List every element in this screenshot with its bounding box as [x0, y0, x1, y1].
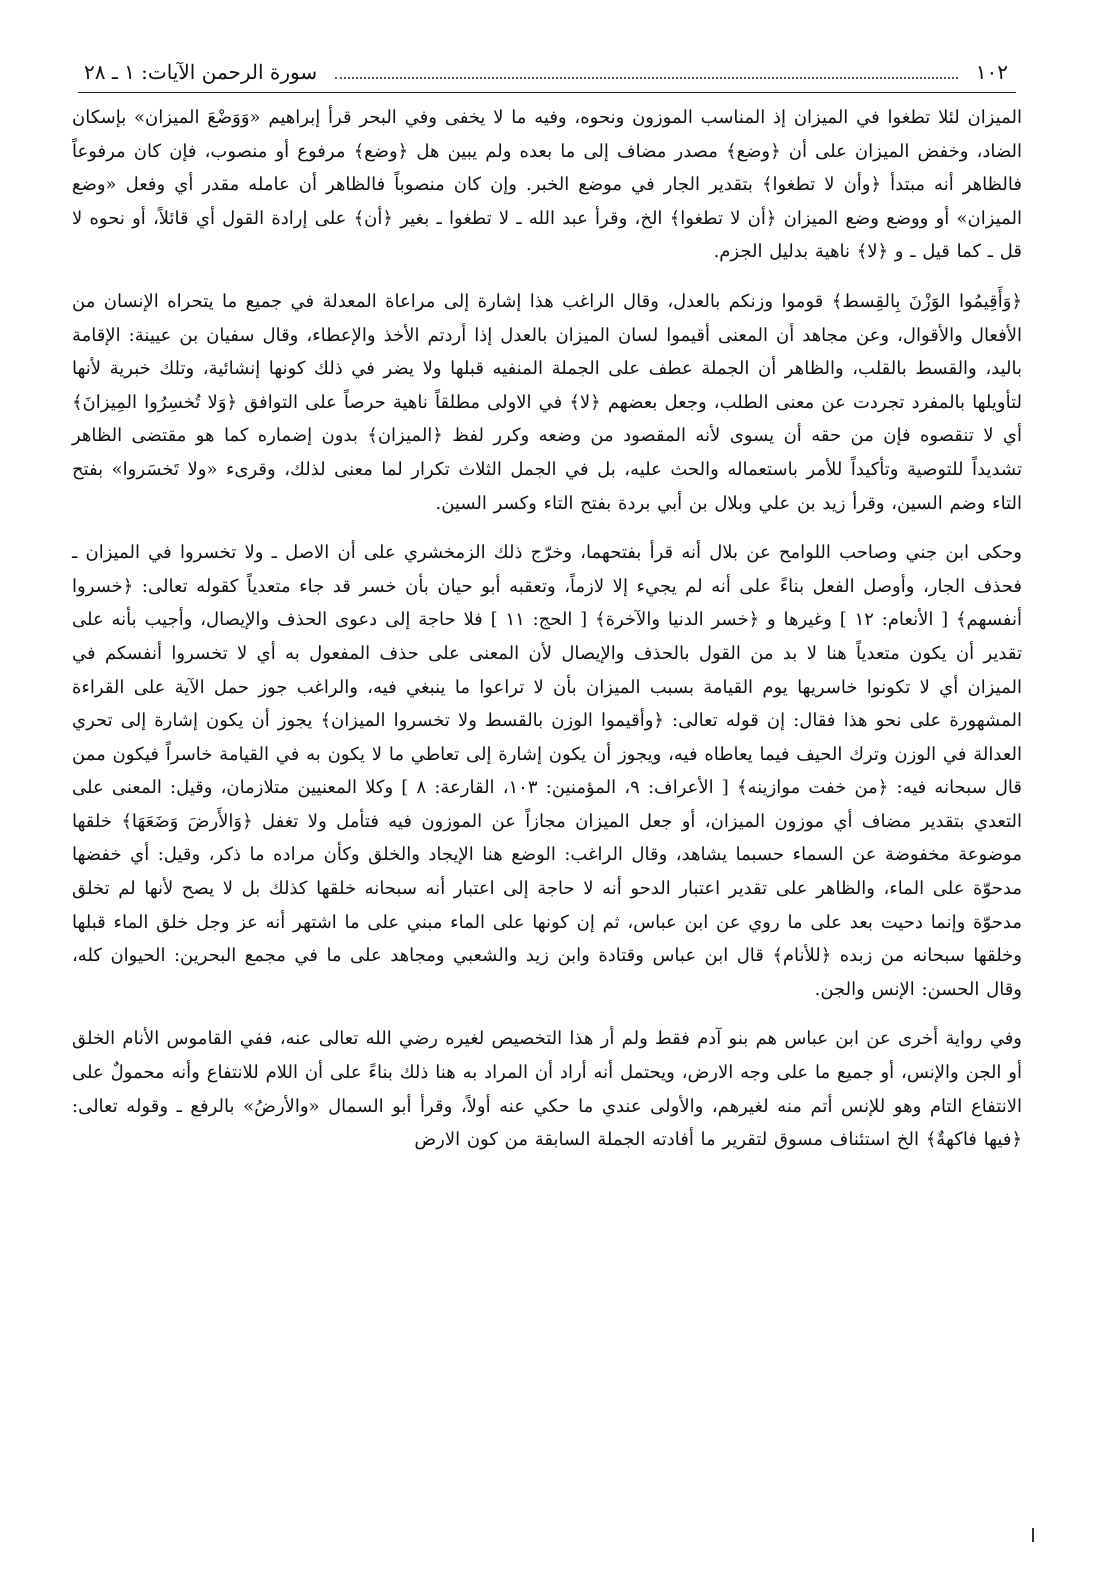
paragraph-4: وفي رواية أخرى عن ابن عباس هم بنو آدم فقط ولم أر هذا التخصيص لغيره رضي الله تعالى عنه، ففي القاموس الأنام الخلق أو الجن والإنس، أو جميع ما على وجه الارض، ويحتمل أنه أراد أن المراد به هنا ذلك بناءً على أن اللام للانتفاع وأنه محمولٌ على الانتفاع التام وهو للإنس أتم منه لغيرهم، والأولى عندي ما حكي عنه أولاً، وقرأ أبو السمال «والأرضُ» بالرفع ـ وقوله تعالى: ﴿فيها فاكهةٌ﴾ الخ استئناف مسوق لتقرير ما أفادته الجملة السابقة من كون الارض: [72, 1028, 1022, 1151]
page-edge-mark: [1032, 1528, 1034, 1542]
paragraph-3: وحكى ابن جني وصاحب اللوامح عن بلال أنه قرأ بفتحهما، وخرّج ذلك الزمخشري على أن الاصل ـ ولا تخسروا في الميزان ـ فحذف الجار، وأوصل الفعل بناءً على أنه لم يجيء إلا لازماً، وتعقبه أبو حيان بأن خسر قد جاء متعدياً كقوله تعالى: ﴿خسروا أنفسهم﴾ [ الأنعام: ١٢ ] وغيرها و ﴿خسر الدنيا والآخرة﴾ [ الحج: ١١ ] فلا حاجة إلى دعوى الحذف والإيصال، وأجيب بأنه على تقدير أن يكون متعدياً هنا لا بد من القول بالحذف والإيصال لأن المعنى على حذف المفعول به أي لا تخسروا أنفسكم في الميزان أي لا تكونوا خاسريها يوم القيامة بسبب الميزان بأن لا تراعوا ما ينبغي فيه، والراغب جوز حمل الآية على القراءة المشهورة على نحو هذا فقال: إن قوله تعالى: ﴿وأقيموا الوزن بالقسط ولا تخسروا الميزان﴾ يجوز أن يكون إشارة إلى تحري العدالة في الوزن وترك الحيف فيما يعاطاه فيه، ويجوز أن يكون إشارة إلى تعاطي ما لا يكون به في القيامة خاسراً فيكون ممن قال سبحانه فيه: ﴿من خفت موازينه﴾ [ الأعراف: ٩، المؤمنين: ١٠٣، القارعة: ٨ ] وكلا المعنيين متلازمان، وقيل: المعنى على التعدي بتقدير مضاف أي موزون الميزان، أو جعل الميزان مجازاً عن الموزون فيه فتأمل ولا تغفل ﴿وَالأَرضَ وَضَعَهَا﴾ خلقها موضوعة مخفوضة عن السماء حسبما يشاهد، وقال الراغب: الوضع هنا الإيجاد والخلق وكأن مراده ما ذكر، وقيل: أي خفضها مدحوّة على الماء، والظاهر على تقدير اعتبار الدحو أنه لا حاجة إلى اعتبار أنه سبحانه خلقها كذلك بل لا يصح لأنها لم تخلق مدحوّة وإنما دحيت بعد على ما روي عن ابن عباس، ثم إن كونها على الماء مبني على ما اشتهر أنه عز وجل خلق الماء قبلها وخلقها سبحانه من زبده ﴿للأنام﴾ قال ابن عباس وقتادة وابن زيد والشعبي ومجاهد على ما في مجمع البحرين: الحيوان كله، وقال الحسن: الإنس والجن.: [72, 542, 1023, 1000]
header-leader-dots: [335, 77, 958, 79]
running-header: [78, 52, 1016, 93]
surah-title: سورة الرحمن الآيات: ١ ـ ٢٨: [84, 60, 318, 84]
paragraph-1: الميزان لئلا تطغوا في الميزان إذ المناسب الموزون ونحوه، وفيه ما لا يخفى وفي البحر قرأ إبراهيم «وَوَضْعَ الميزان» بإسكان الضاد، وخفض الميزان على أن ﴿وضع﴾ مصدر مضاف إلى ما بعده ولم يبين هل ﴿وضع﴾ مرفوع أو منصوب، فإن كان مرفوعاً فالظاهر أنه مبتدأ ﴿وأن لا تطغوا﴾ بتقدير الجار في موضع الخبر. وإن كان منصوباً فالظاهر أن عامله مقدر أي وفعل «وضع الميزان» أو ووضع وضع الميزان ﴿أن لا تطغوا﴾ الخ، وقرأ عبد الله ـ لا تطغوا ـ بغير ﴿أن﴾ على إرادة القول أي قائلاً، أو نحوه لا قل ـ كما قيل ـ و ﴿لا﴾ ناهية بدليل الجزم.: [72, 107, 1022, 263]
page-number: ١٠٢: [975, 60, 1008, 84]
paragraph-2: ﴿وَأَقِيمُوا الوَزْنَ بِالقِسط﴾ قوموا وزنكم بالعدل، وقال الراغب هذا إشارة إلى مراعاة المعدلة في جميع ما يتحراه الإنسان من الأفعال والأقوال، وعن مجاهد أن المعنى أقيموا لسان الميزان بالعدل إذا أردتم الأخذ والإعطاء، وقال سفيان بن عيينة: الإقامة باليد، والقسط بالقلب، والظاهر أن الجملة عطف على الجملة المنفيه قبلها ولا يضر في ذلك كونها إنشائية، وتلك خبرية لأنها لتأويلها بالمفرد تجردت عن معنى الطلب، وجعل بعضهم ﴿لا﴾ في الاولى مطلقاً ناهية حرصاً على التوافق ﴿وَلا تُخسِرُوا المِيزانَ﴾ أي لا تنقصوه فإن من حقه أن يسوى لأنه المقصود من وضعه وكرر لفظ ﴿الميزان﴾ بدون إضماره كما هو مقتضى الظاهر تشديداً للتوصية وتأكيداً للأمر باستعماله والحث عليه، بل في الجمل الثلاث تكرار لما معنى لذلك، وقرىء «ولا تَخسَروا» بفتح التاء وضم السين، وقرأ زيد بن علي وبلال بن أبي بردة بفتح التاء وكسر السين.: [72, 290, 1022, 514]
book-page: [72, 52, 1022, 1552]
body-text: [72, 101, 1022, 1157]
